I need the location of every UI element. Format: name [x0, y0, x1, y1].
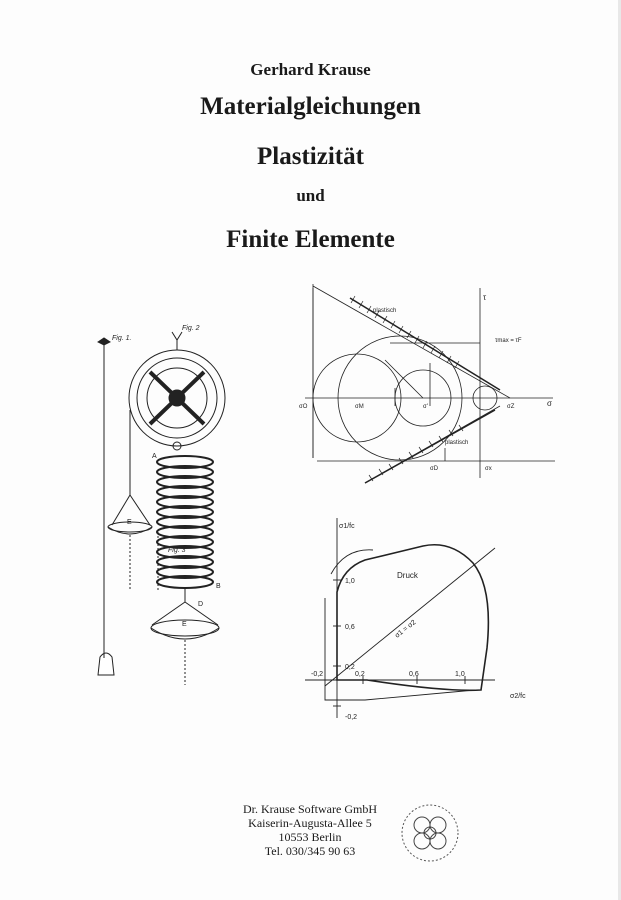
title-line-1: Materialgleichungen [200, 93, 421, 120]
title-line-2: Plastizität [257, 143, 364, 170]
company-logo [400, 803, 460, 863]
y-tick-0-2: 0,2 [345, 664, 355, 671]
x-tick-0-2: 0,2 [355, 671, 365, 678]
x-axis-label: σ2/fc [510, 693, 526, 700]
y-axis-label: σ1/fc [339, 523, 355, 530]
biaxial-yield-diagram [305, 508, 535, 726]
druck-label: Druck [397, 571, 418, 580]
fig3-label: Fig. 3 [168, 547, 186, 554]
spring-balance-illustration [90, 320, 280, 690]
letter-e-top: E [127, 519, 132, 526]
title-line-4: Finite Elemente [226, 226, 395, 253]
publisher-address [230, 802, 390, 858]
plastisch-bottom-label: plastisch [445, 440, 469, 446]
sigma-o-label: σO [299, 404, 308, 410]
mohr-circle-diagram [295, 278, 560, 490]
letter-a: A [152, 453, 157, 460]
fig2-label: Fig. 2 [182, 325, 200, 332]
publisher-phone: Tel. 030/345 90 63 [264, 844, 356, 858]
x-tick-minus-0-2: -0,2 [311, 671, 324, 678]
sigma-z-label: σZ [507, 404, 515, 410]
plastisch-top-label: plastisch [373, 308, 397, 314]
letter-d: D [198, 601, 204, 608]
letter-b: B [216, 583, 221, 590]
y-tick-minus-0-2: -0,2 [345, 714, 358, 721]
sigma-b-label: σ' [423, 404, 428, 410]
y-tick-0-6: 0,6 [345, 624, 355, 631]
fig1-label: Fig. 1. [112, 335, 132, 342]
title-line-3: und [296, 186, 325, 205]
x-tick-0-6: 0,6 [409, 671, 419, 678]
x-tick-1-0: 1,0 [455, 671, 465, 678]
letter-e-bottom: E [182, 621, 187, 628]
tau-max-label: τmax = τF [495, 338, 522, 344]
delta-x-label: σx [485, 466, 492, 472]
publisher-city: 10553 Berlin [278, 830, 342, 844]
author-name: Gerhard Krause [250, 60, 371, 79]
diagonal-label: σ1 = σ2 [393, 619, 418, 640]
publisher-street: Kaiserin-Augusta-Allee 5 [248, 816, 372, 830]
publisher-name: Dr. Krause Software GmbH [243, 802, 377, 816]
sigma-d-label: σD [430, 466, 439, 472]
sigma-axis-label: σ [547, 399, 552, 408]
y-tick-1-0: 1,0 [345, 578, 355, 585]
tau-axis-label: τ [483, 293, 487, 302]
sigma-m-label: σM [355, 404, 364, 410]
